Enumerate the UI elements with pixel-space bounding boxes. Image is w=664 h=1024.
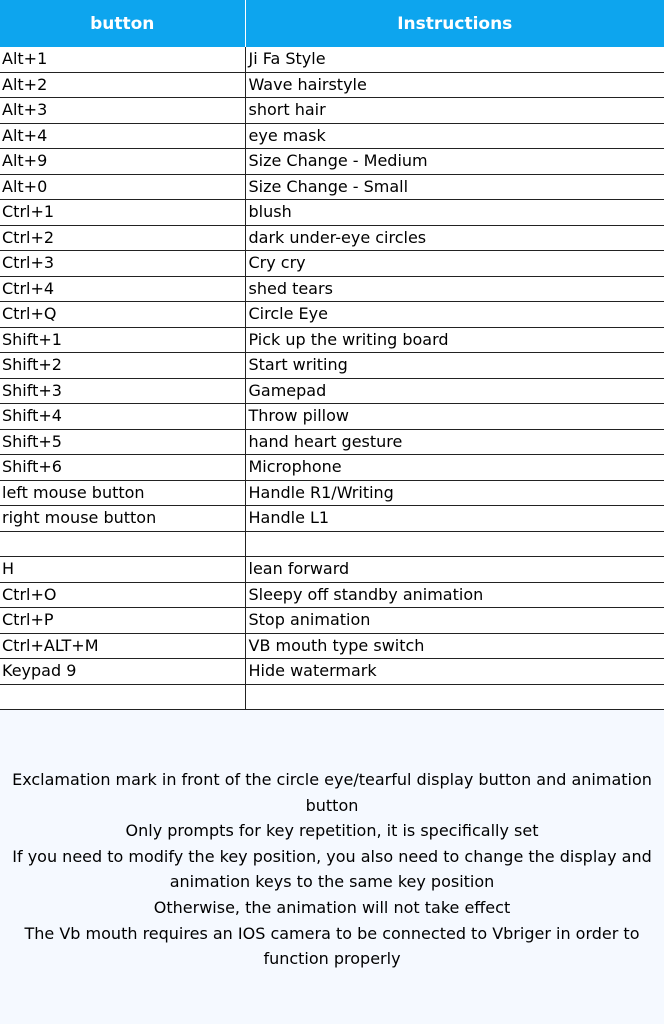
table-row — [0, 302, 664, 328]
instruction-cell: Handle R1/Writing — [245, 480, 664, 506]
instruction-cell: Ji Fa Style — [245, 47, 664, 72]
instruction-cell: Size Change - Medium — [245, 149, 664, 175]
note-line: Otherwise, the animation will not take effect — [153, 897, 511, 917]
table-row — [0, 327, 664, 353]
key-cell: Ctrl+4 — [0, 276, 245, 302]
table-row — [0, 455, 664, 481]
instruction-cell: Stop animation — [245, 608, 664, 634]
key-cell: Shift+5 — [0, 429, 245, 455]
table-row — [0, 531, 664, 557]
note-line: Only prompts for key repetition, it is specifically set — [125, 821, 539, 841]
table-row — [0, 225, 664, 251]
key-cell: H — [0, 557, 245, 583]
instruction-cell: eye mask — [245, 123, 664, 149]
header-instructions: Instructions — [245, 0, 664, 47]
table-row — [0, 200, 664, 226]
instruction-cell: Start writing — [245, 353, 664, 379]
key-cell: Ctrl+1 — [0, 200, 245, 226]
instruction-cell: Microphone — [245, 455, 664, 481]
key-cell: Ctrl+ALT+M — [0, 633, 245, 659]
note-line: Exclamation mark in front of the circle eye/tearful display button and animation button — [12, 770, 652, 815]
key-cell: Shift+2 — [0, 353, 245, 379]
key-cell: Alt+2 — [0, 72, 245, 98]
key-cell: Shift+3 — [0, 378, 245, 404]
instruction-cell: hand heart gesture — [245, 429, 664, 455]
table-row — [0, 251, 664, 277]
instruction-cell: Cry cry — [245, 251, 664, 277]
table-row — [0, 404, 664, 430]
instruction-cell: Circle Eye — [245, 302, 664, 328]
header-button: button — [0, 0, 245, 47]
instruction-cell — [245, 531, 664, 557]
key-cell: Shift+4 — [0, 404, 245, 430]
table-row — [0, 353, 664, 379]
table-row — [0, 557, 664, 583]
instruction-cell: Pick up the writing board — [245, 327, 664, 353]
instruction-cell: Sleepy off standby animation — [245, 582, 664, 608]
key-cell: Ctrl+P — [0, 608, 245, 634]
key-cell: left mouse button — [0, 480, 245, 506]
instruction-cell: Throw pillow — [245, 404, 664, 430]
key-cell: Shift+6 — [0, 455, 245, 481]
key-cell — [0, 531, 245, 557]
key-cell: Alt+3 — [0, 98, 245, 124]
instruction-cell: short hair — [245, 98, 664, 124]
key-cell: Alt+9 — [0, 149, 245, 175]
table-row — [0, 47, 664, 72]
key-cell: Ctrl+O — [0, 582, 245, 608]
table-row — [0, 98, 664, 124]
table-row — [0, 378, 664, 404]
key-cell: Ctrl+Q — [0, 302, 245, 328]
key-cell: Alt+0 — [0, 174, 245, 200]
table-row — [0, 633, 664, 659]
table-row — [0, 429, 664, 455]
table-row — [0, 582, 664, 608]
table-row — [0, 480, 664, 506]
instruction-cell: VB mouth type switch — [245, 633, 664, 659]
table-row — [0, 608, 664, 634]
table-row — [0, 174, 664, 200]
table-row — [0, 684, 664, 710]
table-row — [0, 506, 664, 532]
instruction-cell — [245, 684, 664, 710]
table-row — [0, 123, 664, 149]
key-cell: right mouse button — [0, 506, 245, 532]
key-cell — [0, 684, 245, 710]
table-row — [0, 149, 664, 175]
key-cell: Alt+1 — [0, 47, 245, 72]
instruction-cell: blush — [245, 200, 664, 226]
note-line: The Vb mouth requires an IOS camera to be connected to Vbriger in order to function properly — [24, 923, 640, 969]
key-cell: Ctrl+3 — [0, 251, 245, 277]
instruction-cell: Handle L1 — [245, 506, 664, 532]
instruction-cell: dark under-eye circles — [245, 225, 664, 251]
instruction-cell: Size Change - Small — [245, 174, 664, 200]
table-row — [0, 72, 664, 98]
key-cell: Alt+4 — [0, 123, 245, 149]
key-cell: Ctrl+2 — [0, 225, 245, 251]
key-cell: Shift+1 — [0, 327, 245, 353]
instruction-cell: shed tears — [245, 276, 664, 302]
table-header-row — [0, 0, 664, 47]
key-cell: Keypad 9 — [0, 659, 245, 685]
instruction-cell: Gamepad — [245, 378, 664, 404]
instruction-cell: Hide watermark — [245, 659, 664, 685]
table-row — [0, 276, 664, 302]
instruction-cell: lean forward — [245, 557, 664, 583]
instruction-cell: Wave hairstyle — [245, 72, 664, 98]
table-row — [0, 659, 664, 685]
note-line: If you need to modify the key position, you also need to change the display and animation keys to the same key position — [12, 846, 652, 892]
notes-section — [0, 710, 664, 972]
